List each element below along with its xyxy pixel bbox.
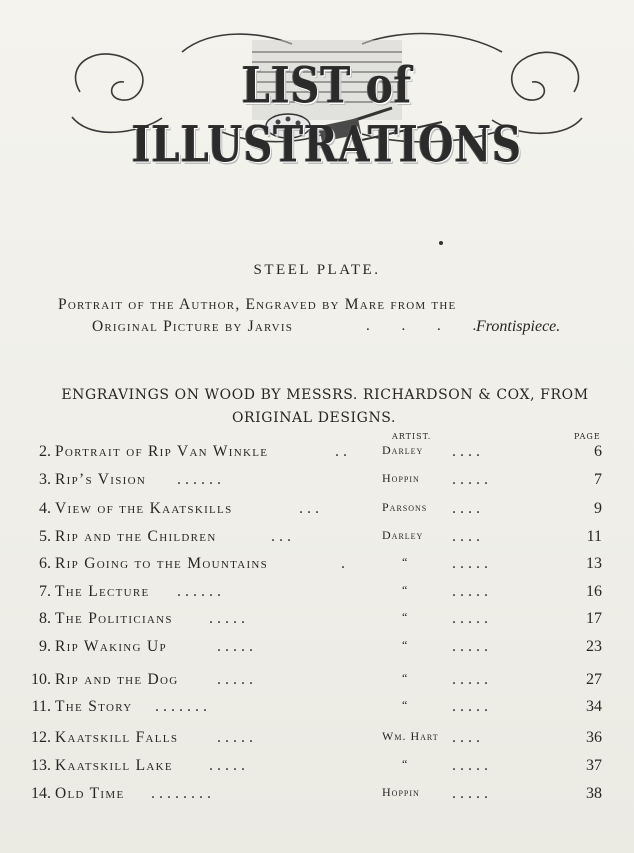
table-row xyxy=(0,785,634,809)
page-number: 34 xyxy=(586,698,602,715)
dot-leaders: . . . . . xyxy=(452,671,488,688)
dot-leaders: . . xyxy=(335,443,347,460)
page-number: 11 xyxy=(586,528,602,545)
dot-leaders: . xyxy=(341,555,345,572)
title-banner xyxy=(62,22,592,174)
artist-name: Darley xyxy=(382,528,424,542)
illustration-title: Rip and the Dog xyxy=(55,671,179,688)
illustration-number: 6. xyxy=(39,555,51,572)
steel-plate-line-2: Original Picture by Jarvis xyxy=(92,318,294,335)
page-number: 27 xyxy=(586,671,602,688)
illustration-title: Old Time xyxy=(55,785,125,802)
artist-name: Parsons xyxy=(382,500,428,514)
illustration-number: 14. xyxy=(31,785,51,802)
steel-plate-line-1: Portrait of the Author, Engraved by Mare from the xyxy=(58,296,457,313)
frontispiece-location: Frontispiece. xyxy=(476,318,561,335)
illustration-number: 10. xyxy=(31,671,51,688)
artist-name: “ xyxy=(402,698,409,712)
table-row xyxy=(0,698,634,722)
dot-leaders: . . . . xyxy=(452,528,480,545)
dot-leaders: . . . . . xyxy=(452,638,488,655)
illustration-title: Portrait of Rip Van Winkle xyxy=(55,443,269,460)
dot-leaders: . . . . . xyxy=(452,785,488,802)
dot-leaders: . . . . . xyxy=(452,610,488,627)
illustration-number: 7. xyxy=(39,583,51,600)
page-title: LIST of ILLUSTRATIONS xyxy=(131,56,523,174)
illustration-title: The Story xyxy=(55,698,133,715)
dot-leaders: . . . . . xyxy=(209,757,245,774)
illustration-title: Kaatskill Lake xyxy=(55,757,173,774)
dot-leaders: . . . . . xyxy=(452,698,488,715)
page-number: 37 xyxy=(586,757,602,774)
dot-leaders: . . . xyxy=(271,528,291,545)
illustration-title: Rip and the Children xyxy=(55,528,217,545)
dot-leaders: . . . . xyxy=(452,443,480,460)
illustration-title: View of the Kaatskills xyxy=(55,500,233,517)
illustration-title: The Politicians xyxy=(55,610,173,627)
page-number: 16 xyxy=(586,583,602,600)
page-number: 6 xyxy=(594,443,602,460)
page-number: 9 xyxy=(594,500,602,517)
illustration-number: 8. xyxy=(39,610,51,627)
stray-dot xyxy=(439,241,443,245)
illustration-title: The Lecture xyxy=(55,583,150,600)
artist-name: “ xyxy=(402,757,409,771)
illustration-number: 11. xyxy=(31,698,51,715)
illustration-title: Rip Going to the Mountains xyxy=(55,555,269,572)
dot-leaders: . . . . . . xyxy=(177,583,221,600)
dot-leaders: . . . xyxy=(299,500,319,517)
page-number: 13 xyxy=(586,555,602,572)
dot-leaders: . . . . . xyxy=(452,757,488,774)
dot-leaders: . . . . . . xyxy=(177,471,221,488)
table-row xyxy=(0,528,634,552)
table-row xyxy=(0,757,634,781)
dot-leaders: . . . . . xyxy=(452,583,488,600)
artist-name: “ xyxy=(402,671,409,685)
table-row xyxy=(0,729,634,753)
table-row xyxy=(0,610,634,634)
artist-name: “ xyxy=(402,610,409,624)
page-number: 7 xyxy=(594,471,602,488)
dot-leaders: . . . . . xyxy=(452,555,488,572)
page-number: 23 xyxy=(586,638,602,655)
dot-leaders: . . . . . xyxy=(217,729,253,746)
illustration-title: Rip Waking Up xyxy=(55,638,167,655)
illustration-number: 12. xyxy=(31,729,51,746)
illustration-number: 5. xyxy=(39,528,51,545)
table-row xyxy=(0,638,634,662)
illustration-title: Rip’s Vision xyxy=(55,471,147,488)
table-row xyxy=(0,555,634,579)
illustration-number: 4. xyxy=(39,500,51,517)
table-row xyxy=(0,471,634,495)
artist-name: Hoppin xyxy=(382,471,420,485)
illustration-number: 13. xyxy=(31,757,51,774)
steel-plate-leaders: . . . . xyxy=(366,318,491,334)
illustration-number: 3. xyxy=(39,471,51,488)
dot-leaders: . . . . . . . . xyxy=(151,785,211,802)
table-row xyxy=(0,443,634,467)
artist-name: “ xyxy=(402,638,409,652)
table-row xyxy=(0,500,634,524)
page-number: 36 xyxy=(586,729,602,746)
wood-engravings-heading-1: ENGRAVINGS ON WOOD BY MESSRS. RICHARDSON & COX, FROM xyxy=(61,387,589,403)
dot-leaders: . . . . . xyxy=(209,610,245,627)
illustration-number: 9. xyxy=(39,638,51,655)
illustration-number: 2. xyxy=(39,443,51,460)
artist-name: Hoppin xyxy=(382,785,420,799)
dot-leaders: . . . . xyxy=(452,729,480,746)
page-column-header: PAGE xyxy=(574,432,601,441)
artist-column-header: ARTIST. xyxy=(392,432,432,441)
artist-name: Wm. Hart xyxy=(382,729,439,743)
dot-leaders: . . . . . xyxy=(217,638,253,655)
dot-leaders: . . . . . xyxy=(217,671,253,688)
artist-name: “ xyxy=(402,583,409,597)
table-row xyxy=(0,671,634,695)
page-number: 38 xyxy=(586,785,602,802)
steel-plate-heading: STEEL PLATE. xyxy=(253,262,381,278)
dot-leaders: . . . . . . . xyxy=(155,698,207,715)
illustration-title: Kaatskill Falls xyxy=(55,729,179,746)
artist-name: Darley xyxy=(382,443,424,457)
dot-leaders: . . . . xyxy=(452,500,480,517)
artist-name: “ xyxy=(402,555,409,569)
wood-engravings-heading-2: ORIGINAL DESIGNS. xyxy=(231,410,397,426)
table-row xyxy=(0,583,634,607)
dot-leaders: . . . . . xyxy=(452,471,488,488)
page-number: 17 xyxy=(586,610,602,627)
